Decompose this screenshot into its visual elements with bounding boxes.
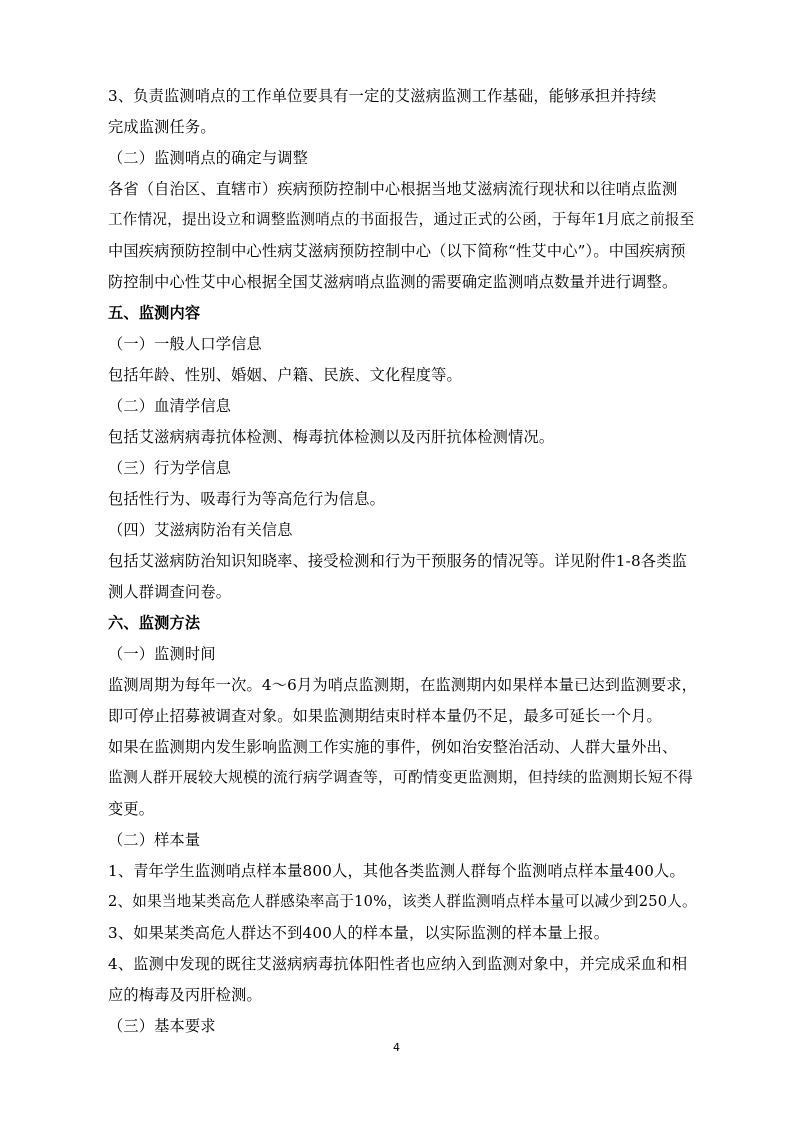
subsection-heading: （二）血清学信息 [108,397,232,415]
subsection-heading: （一）一般人口学信息 [108,335,262,353]
paragraph-line: 如果在监测期内发生影响监测工作实施的事件，例如治安整治活动、人群大量外出、 [108,738,678,756]
paragraph-line: 变更。 [108,800,155,818]
section-heading: 五、监测内容 [108,304,201,322]
paragraph-line: 测人群调查问卷。 [108,583,232,601]
paragraph-line: 4、监测中发现的既往艾滋病病毒抗体阳性者也应纳入到监测对象中，并完成采血和相 [108,955,688,973]
paragraph-line: 1、青年学生监测哨点样本量800人，其他各类监测人群每个监测哨点样本量400人。 [108,862,685,880]
paragraph-line: 包括性行为、吸毒行为等高危行为信息。 [108,490,385,508]
subsection-heading: （三）行为学信息 [108,459,232,477]
paragraph-line: 2、如果当地某类高危人群感染率高于10%，该类人群监测哨点样本量可以减少到250人。 [108,893,697,910]
subsection-heading: （二）监测哨点的确定与调整 [108,149,309,167]
paragraph-line: 应的梅毒及丙肝检测。 [108,986,262,1004]
paragraph-line: 即可停止招募被调查对象。如果监测期结束时样本量仍不足，最多可延长一个月。 [108,707,662,725]
subsection-heading: （一）监测时间 [108,645,216,663]
paragraph-line: 中国疾病预防控制中心性病艾滋病预防控制中心（以下简称“性艾中心”）。中国疾病预 [108,242,686,260]
section-heading: 六、监测方法 [108,614,201,632]
paragraph-line: 各省（自治区、直辖市）疾病预防控制中心根据当地艾滋病流行现状和以往哨点监测 [108,180,678,198]
paragraph-line: 完成监测任务。 [108,118,216,136]
paragraph-line: 工作情况，提出设立和调整监测哨点的书面报告，通过正式的公函，于每年1月底之前报至 [108,211,695,228]
subsection-heading: （二）样本量 [108,831,201,849]
paragraph-line: 包括年龄、性别、婚姻、户籍、民族、文化程度等。 [108,366,462,384]
paragraph-line: 3、负责监测哨点的工作单位要具有一定的艾滋病监测工作基础，能够承担并持续 [108,87,657,105]
paragraph-line: 监测人群开展较大规模的流行病学调查等，可酌情变更监测期，但持续的监测期长短不得 [108,769,693,786]
paragraph-line: 3、如果某类高危人群达不到400人的样本量，以实际监测的样本量上报。 [108,924,610,942]
page-number: 4 [393,1041,400,1054]
subsection-heading: （四）艾滋病防治有关信息 [108,521,293,539]
paragraph-line: 包括艾滋病防治知识知晓率、接受检测和行为干预服务的情况等。详见附件1-8各类监 [108,552,688,570]
paragraph-line: 防控制中心性艾中心根据全国艾滋病哨点监测的需要确定监测哨点数量并进行调整。 [108,273,678,291]
paragraph-line: 监测周期为每年一次。4～6月为哨点监测期，在监测期内如果样本量已达到监测要求， [108,676,698,694]
paragraph-line: 包括艾滋病病毒抗体检测、梅毒抗体检测以及丙肝抗体检测情况。 [108,428,555,446]
subsection-heading: （三）基本要求 [108,1017,216,1035]
